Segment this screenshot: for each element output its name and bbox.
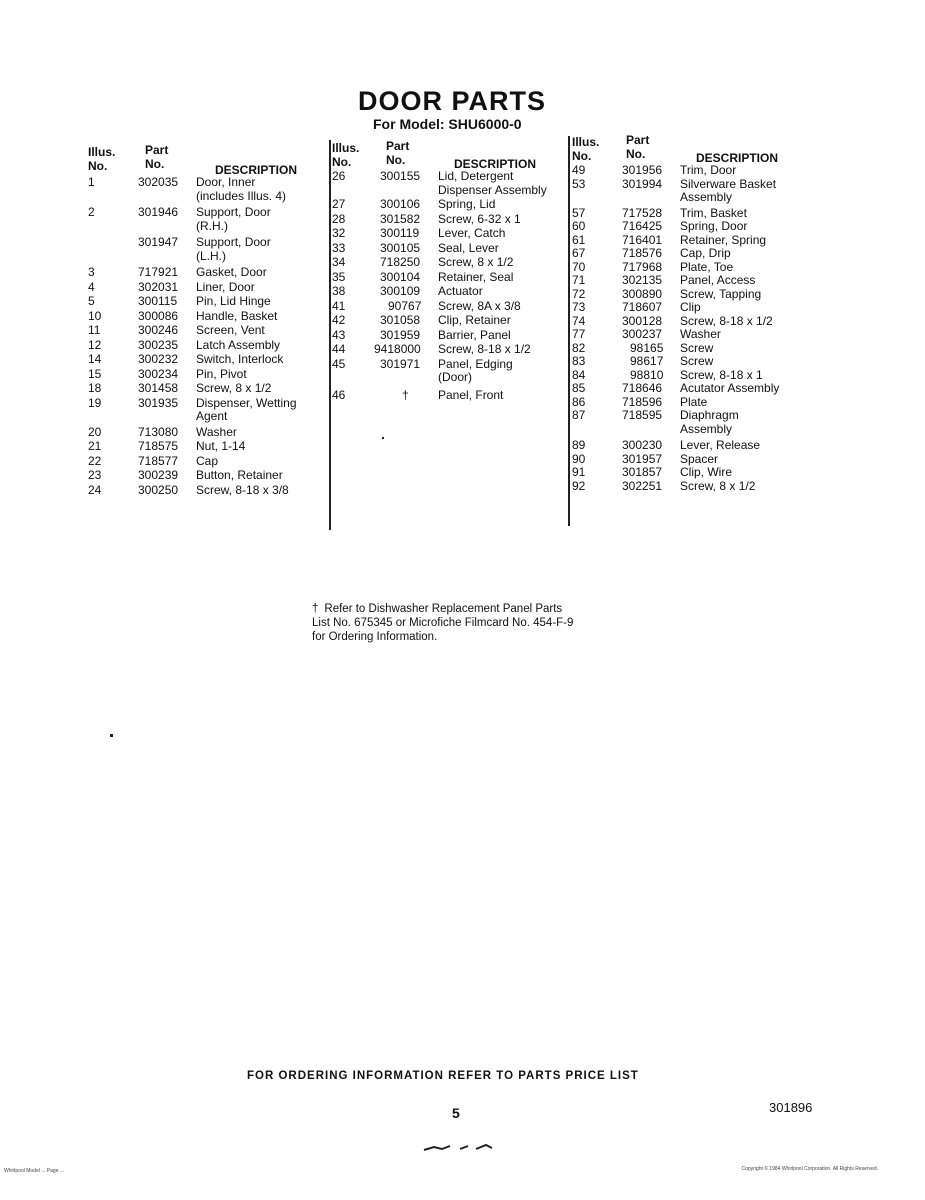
parts-list: [572, 164, 812, 493]
table-row: 27 300106 Spring, Lid: [332, 197, 496, 211]
table-row: 1 302035 Door, Inner (includes Illus. 4): [88, 175, 287, 203]
table-row: 90 301957 Spacer: [572, 451, 719, 466]
ordering-info-line: FOR ORDERING INFORMATION REFER TO PARTS PRICE LIST: [247, 1070, 639, 1082]
table-row: 10 300086 Handle, Basket: [88, 308, 278, 323]
table-row: 3 717921 Gasket, Door: [88, 265, 267, 279]
part-header: Part: [145, 143, 169, 157]
table-row: 43 301959 Barrier, Panel: [332, 327, 511, 342]
model-subtitle: For Model: SHU6000-0: [373, 116, 522, 132]
parts-column-1: [88, 144, 323, 497]
part-no-header: No.: [145, 157, 165, 171]
part-no-header: No.: [626, 147, 646, 161]
table-row: 22 718577 Cap: [88, 453, 219, 468]
no-header: No.: [572, 149, 592, 163]
table-row: 19 301935 Dispenser, Wetting Agent: [88, 395, 297, 423]
table-row: 87 718595 Diaphragm Assembly: [572, 408, 739, 436]
table-row: 57 717528 Trim, Basket: [572, 205, 747, 220]
footnote: [312, 602, 582, 644]
table-row: 14 300232 Switch, Interlock: [88, 352, 284, 366]
scan-mark-icon: [420, 1140, 500, 1154]
table-row: 11 300246 Screen, Vent: [88, 323, 265, 337]
table-row: 73 718607 Clip: [572, 300, 701, 314]
table-row: 41 90767 Screw, 8A x 3/8: [332, 298, 521, 313]
table-row: 84 98810 Screw, 8-18 x 1: [572, 367, 763, 382]
table-row: 301947 Support, Door (L.H.): [138, 235, 271, 263]
parts-list: [88, 176, 323, 497]
description-header: DESCRIPTION: [215, 163, 298, 177]
part-header: Part: [386, 139, 410, 153]
table-row: 28 301582 Screw, 6-32 x 1: [332, 211, 521, 226]
table-row: 26 300155 Lid, Detergent Dispenser Assembly: [332, 169, 547, 197]
table-row: 15 300234 Pin, Pivot: [88, 366, 247, 381]
scan-speck-icon: [110, 734, 113, 737]
fine-print-right: Copyright © 1984 Whirlpool Corporation. All Rights Reserved.: [741, 1166, 878, 1172]
parts-column-3: [572, 132, 812, 493]
fine-print-left: Whirlpool Model ... Page ...: [4, 1168, 65, 1174]
table-row: 45 301971 Panel, Edging (Door): [332, 356, 513, 384]
table-row: 86 718596 Plate: [572, 394, 708, 409]
parts-column-2: [332, 138, 564, 402]
table-row: 5 300115 Pin, Lid Hinge: [88, 294, 271, 308]
table-row: 53 301994 Silverware Basket Assembly: [572, 176, 777, 204]
illus-header: Illus.: [332, 141, 360, 155]
table-row: 89 300230 Lever, Release: [572, 438, 761, 452]
table-row: 12 300235 Latch Assembly: [88, 337, 281, 352]
table-row: 2 301946 Support, Door (R.H.): [88, 205, 271, 233]
table-row: 74 300128 Screw, 8-18 x 1/2: [572, 313, 773, 328]
table-row: 32 300119 Lever, Catch: [332, 226, 506, 240]
table-row: 33 300105 Seal, Lever: [332, 240, 499, 255]
part-no-header: No.: [386, 153, 406, 167]
table-row: 21 718575 Nut, 1-14: [88, 439, 246, 453]
table-row: 83 98617 Screw: [572, 354, 714, 368]
page-number: 5: [452, 1105, 460, 1121]
table-row: 60 716425 Spring, Door: [572, 219, 748, 233]
illus-header: Illus.: [572, 135, 600, 149]
table-row: 72 300890 Screw, Tapping: [572, 286, 762, 301]
table-row: 38 300109 Actuator: [332, 284, 483, 298]
table-row: 23 300239 Button, Retainer: [88, 468, 283, 482]
dagger-icon: †: [402, 387, 409, 402]
no-header: No.: [332, 155, 352, 169]
part-header: Part: [626, 133, 650, 147]
table-row: 4 302031 Liner, Door: [88, 279, 255, 294]
no-header: No.: [88, 159, 108, 173]
footnote-text: Refer to Dishwasher Replacement Panel Parts List No. 675345 or Microfiche Filmcard No. 454-F-9 for Ordering Information.: [312, 603, 574, 643]
table-row: 92 302251 Screw, 8 x 1/2: [572, 478, 756, 493]
scan-speck-icon: [382, 437, 384, 439]
column-divider: [568, 136, 570, 526]
document-number: 301896: [769, 1100, 813, 1115]
table-row: 71 302135 Panel, Access: [572, 273, 756, 287]
description-header: DESCRIPTION: [454, 157, 537, 171]
dagger-icon: †: [312, 603, 319, 615]
parts-list: [332, 170, 564, 402]
table-row: 35 300104 Retainer, Seal: [332, 269, 514, 284]
table-row: 20 713080 Washer: [88, 424, 237, 439]
table-row: 70 717968 Plate, Toe: [572, 259, 734, 274]
table-row: 18 301458 Screw, 8 x 1/2: [88, 381, 272, 395]
table-row: 42 301058 Clip, Retainer: [332, 313, 511, 327]
table-row: 85 718646 Acutator Assembly: [572, 381, 780, 395]
illus-header: Illus.: [88, 145, 116, 159]
table-row: 44 9418000 Screw, 8-18 x 1/2: [332, 342, 531, 356]
table-row: 49 301956 Trim, Door: [572, 163, 737, 177]
page-title: DOOR PARTS: [358, 86, 547, 116]
table-row: 61 716401 Retainer, Spring: [572, 232, 767, 247]
table-row: 34 718250 Screw, 8 x 1/2: [332, 255, 514, 269]
table-row: 46 † Panel, Front: [332, 387, 504, 402]
column-divider: [329, 140, 331, 530]
description-header: DESCRIPTION: [696, 151, 779, 165]
table-row: 24 300250 Screw, 8-18 x 3/8: [88, 482, 289, 497]
table-row: 67 718576 Cap, Drip: [572, 246, 731, 260]
table-row: 77 300237 Washer: [572, 327, 721, 341]
table-row: 82 98165 Screw: [572, 340, 714, 355]
table-row: 91 301857 Clip, Wire: [572, 465, 733, 479]
